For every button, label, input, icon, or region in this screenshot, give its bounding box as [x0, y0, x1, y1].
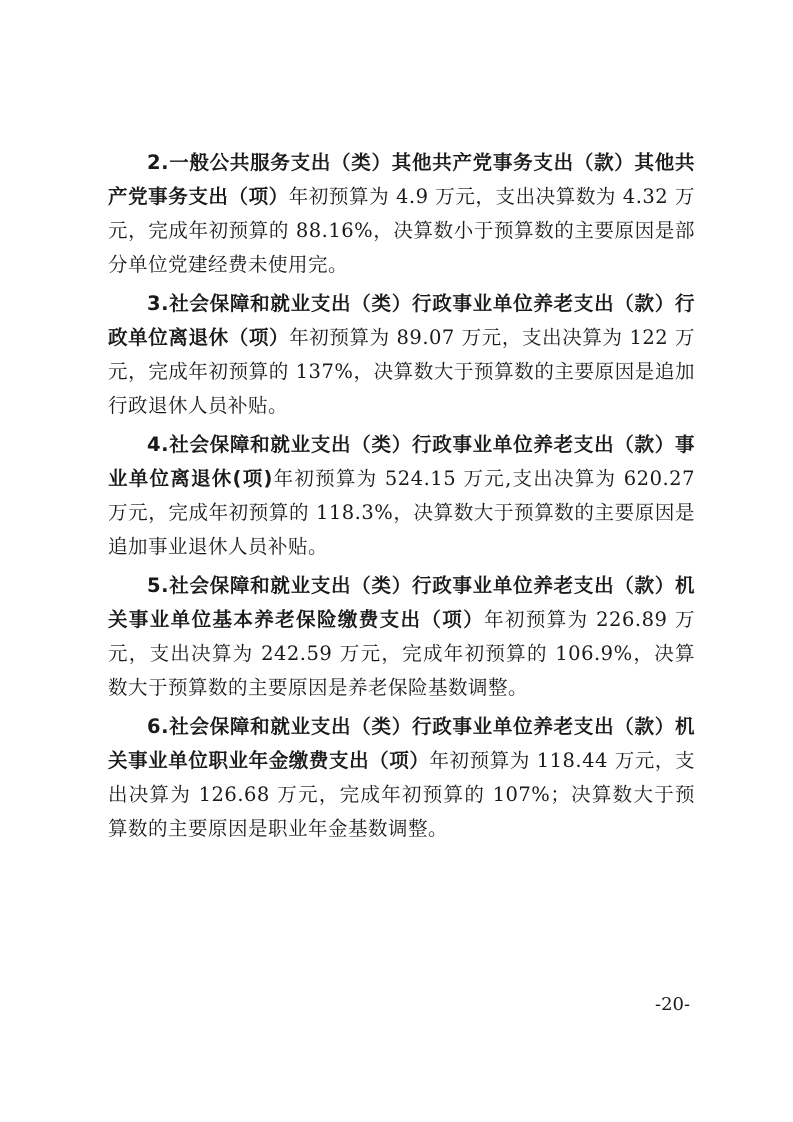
paragraph-text: 年初预算为 524.15 万元,支出决算为 620.27 万元，完成年初预算的 118.3%，决算数大于预算数的主要原因是追加事业退休人员补贴。	[108, 467, 695, 558]
paragraph-item-6	[108, 710, 695, 846]
paragraph-heading: 6.社会保障和就业支出（类）行政事业单位养老支出（款）机关事业单位职业年金缴费支出（项）	[108, 715, 695, 772]
paragraph-item-4	[108, 428, 695, 564]
paragraph-text: 年初预算为 226.89 万元，支出决算为 242.59 万元，完成年初预算的 106.9%，决算数大于预算数的主要原因是养老保险基数调整。	[108, 608, 695, 699]
paragraph-heading: 5.社会保障和就业支出（类）行政事业单位养老支出（款）机关事业单位基本养老保险缴费支出（项）	[108, 574, 695, 631]
paragraph-heading: 3.社会保障和就业支出（类）行政事业单位养老支出（款）行政单位离退休（项）	[108, 292, 695, 349]
paragraph-text: 年初预算为 89.07 万元，支出决算为 122 万元，完成年初预算的 137%，决算数大于预算数的主要原因是追加行政退休人员补贴。	[108, 326, 695, 417]
document-body	[108, 146, 695, 851]
paragraph-item-3	[108, 287, 695, 423]
paragraph-heading: 4.社会保障和就业支出（类）行政事业单位养老支出（款）事业单位离退休(项)	[108, 433, 695, 490]
paragraph-heading: 2.一般公共服务支出（类）其他共产党事务支出（款）其他共产党事务支出（项）	[108, 151, 695, 208]
paragraph-item-2	[108, 146, 695, 282]
paragraph-item-5	[108, 569, 695, 705]
paragraph-text: 年初预算为 118.44 万元，支出决算为 126.68 万元，完成年初预算的 107%；决算数大于预算数的主要原因是职业年金基数调整。	[108, 749, 695, 840]
page-number: -20-	[655, 994, 691, 1015]
paragraph-text: 年初预算为 4.9 万元，支出决算数为 4.32 万元，完成年初预算的 88.16%，决算数小于预算数的主要原因是部分单位党建经费未使用完。	[108, 185, 695, 276]
